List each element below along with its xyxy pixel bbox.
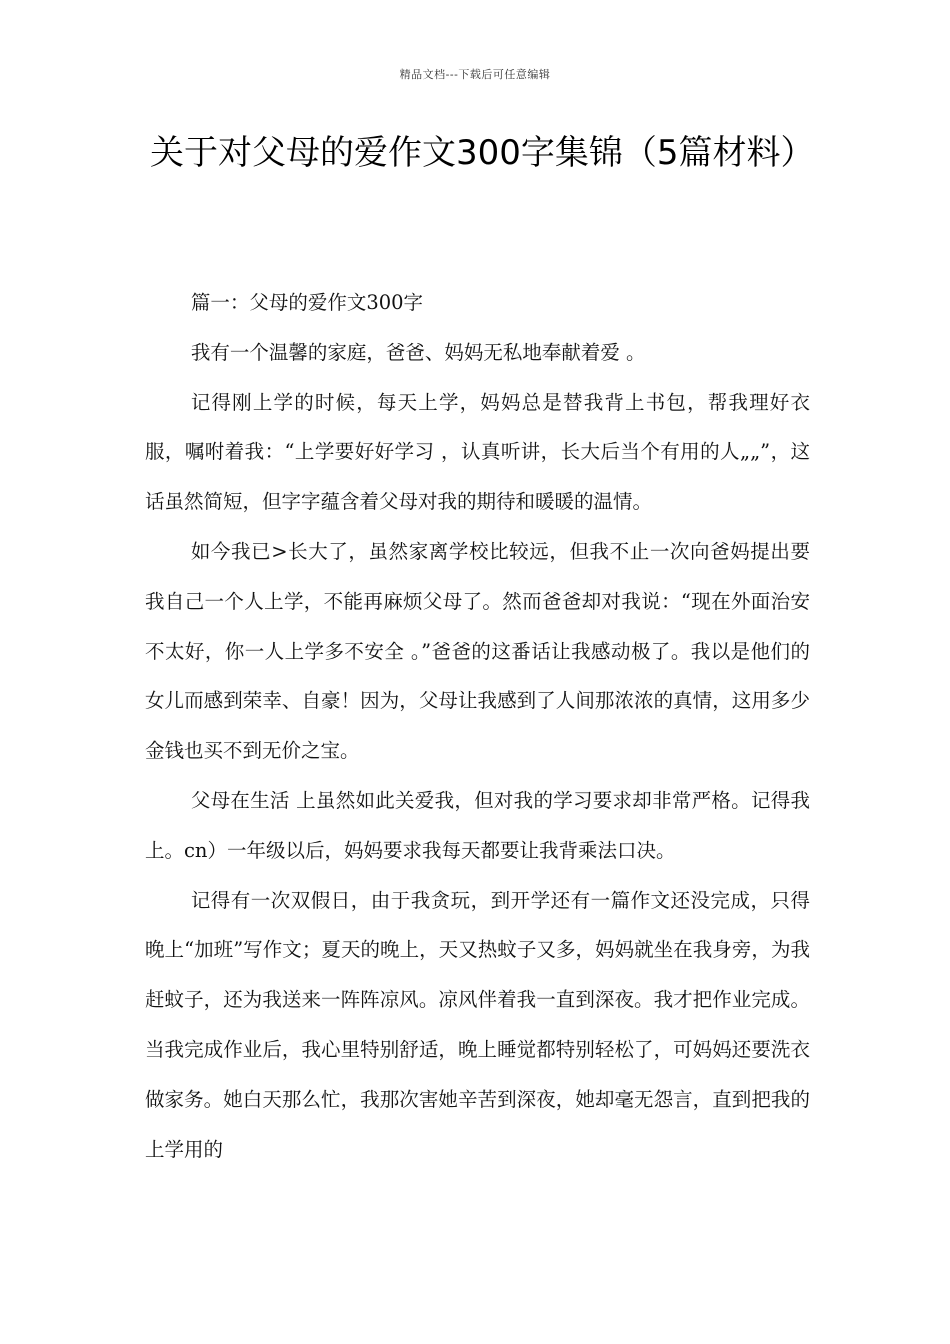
document-title: 关于对父母的爱作文300字集锦（5篇材料） <box>150 133 815 173</box>
paragraph: 我有一个温馨的家庭，爸爸、妈妈无私地奉献着爱 。 <box>190 340 646 364</box>
paragraph: 父母在生活 上虽然如此关爱我，但对我的学习要求却非常严格。记得我上。cn）一年级以后，妈妈要求我每天都要让我背乘法口决。 <box>145 788 810 862</box>
paragraph: 如今我已>长大了，虽然家离学校比较远，但我不止一次向爸妈提出要我自己一个人上学，不能再麻烦父母了。然而爸爸却对我说：“现在外面治安不太好，你一人上学多不安全 。”爸爸的这番话让我感动极了。我以是他们的女儿而感到荣幸、自豪！因为，父母让我感到了人间那浓浓的真情，这用多少金钱也买不到无价之宝。 <box>145 539 810 763</box>
paragraph: 记得刚上学的时候，每天上学，妈妈总是替我背上书包，帮我理好衣服，嘱咐着我：“上学要好好学习 ，认真听讲，长大后当个有用的人„„”，这话虽然简短，但字字蕴含着父母对我的期待和暖暖的温情。 <box>145 390 810 514</box>
paragraph-section-heading: 篇一：父母的爱作文300字 <box>190 291 424 314</box>
paragraph: 记得有一次双假日，由于我贪玩，到开学还有一篇作文还没完成，只得晚上“加班”写作文；夏天的晚上，天又热蚊子又多，妈妈就坐在我身旁，为我赶蚊子，还为我送来一阵阵凉风。凉风伴着我一直到深夜。我才把作业完成。当我完成作业后，我心里特别舒适，晚上睡觉都特别轻松了，可妈妈还要洗衣做家务。她白天那么忙，我那次害她辛苦到深夜，她却毫无怨言，直到把我的上学用的 <box>145 888 810 1161</box>
header-note: 精品文档---下载后可任意编辑 <box>399 68 551 81</box>
document-body <box>145 278 810 1174</box>
